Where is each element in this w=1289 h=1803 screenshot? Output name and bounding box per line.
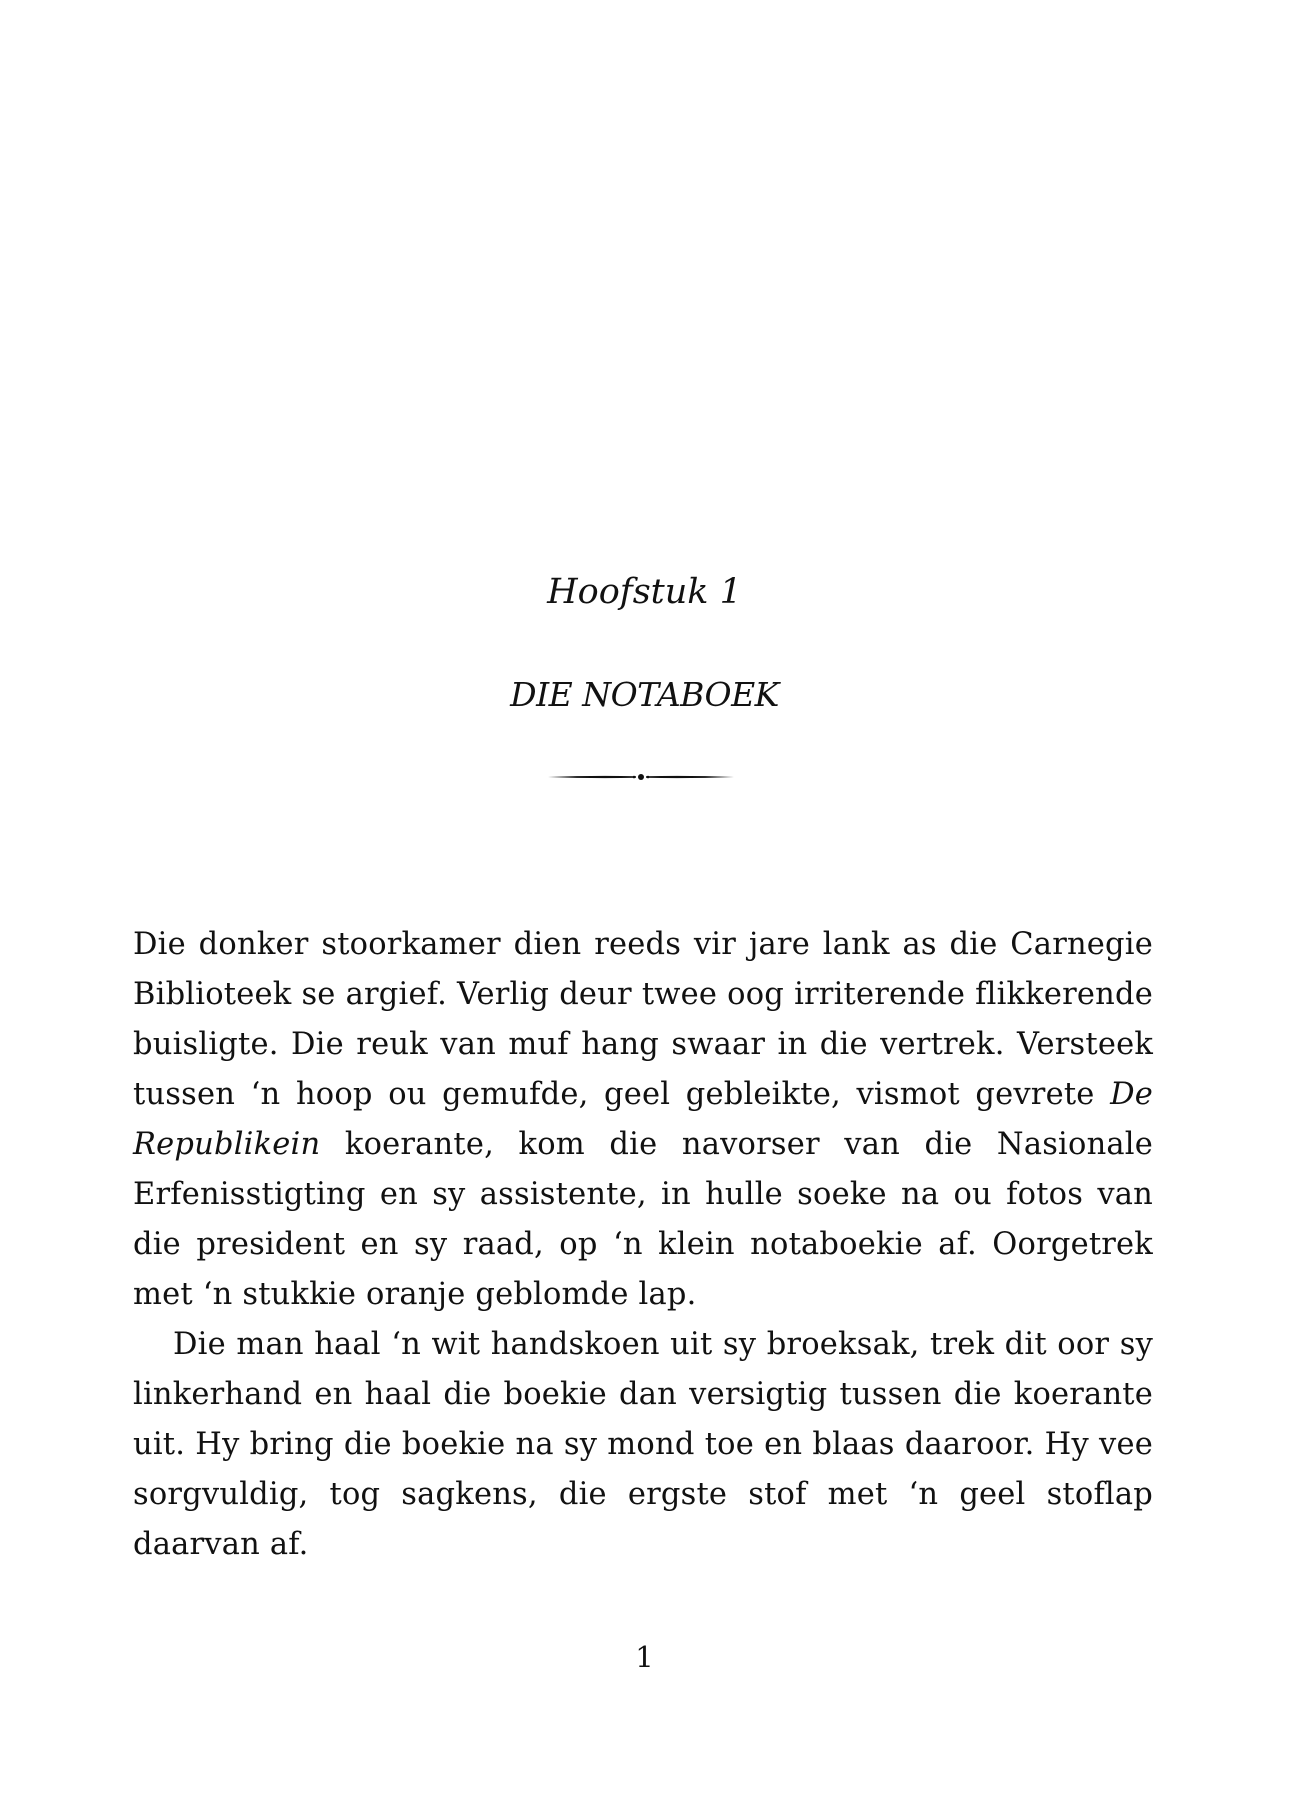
ornament-divider-icon bbox=[548, 770, 734, 784]
chapter-body bbox=[133, 920, 1153, 1570]
paragraph-1 bbox=[133, 920, 1153, 1320]
newspaper-title: De Republikein bbox=[133, 1077, 1153, 1162]
page-number: 1 bbox=[635, 1640, 654, 1674]
chapter-title: DIE NOTABOEK bbox=[510, 675, 779, 714]
chapter-number: Hoofstuk 1 bbox=[547, 572, 742, 612]
paragraph-1-text-a: Die donker stoorkamer dien reeds vir jare lank as die Carnegie Biblioteek se argief. Verlig deur twee oog irriterende flikkerende buisligte. Die reuk van muf hang swaar in die vertrek. Versteek tussen ‘n hoop ou gemufde, geel gebleikte, vismot gevrete bbox=[133, 927, 1153, 1112]
paragraph-1-text-b: koerante, kom die navorser van die Nasionale Erfenisstigting en sy assistente, in hulle soeke na ou fotos van die president en sy raad, op ‘n klein notaboekie af. Oorgetrek met ‘n stukkie oranje geblomde lap. bbox=[133, 1127, 1153, 1312]
paragraph-2: Die man haal ‘n wit handskoen uit sy broeksak, trek dit oor sy linkerhand en haal die boekie dan versigtig tussen die koerante uit. Hy bring die boekie na sy mond toe en blaas daaroor. Hy vee sorgvuldig, tog sagkens, die ergste stof met ‘n geel stoflap daarvan af. bbox=[133, 1327, 1153, 1562]
